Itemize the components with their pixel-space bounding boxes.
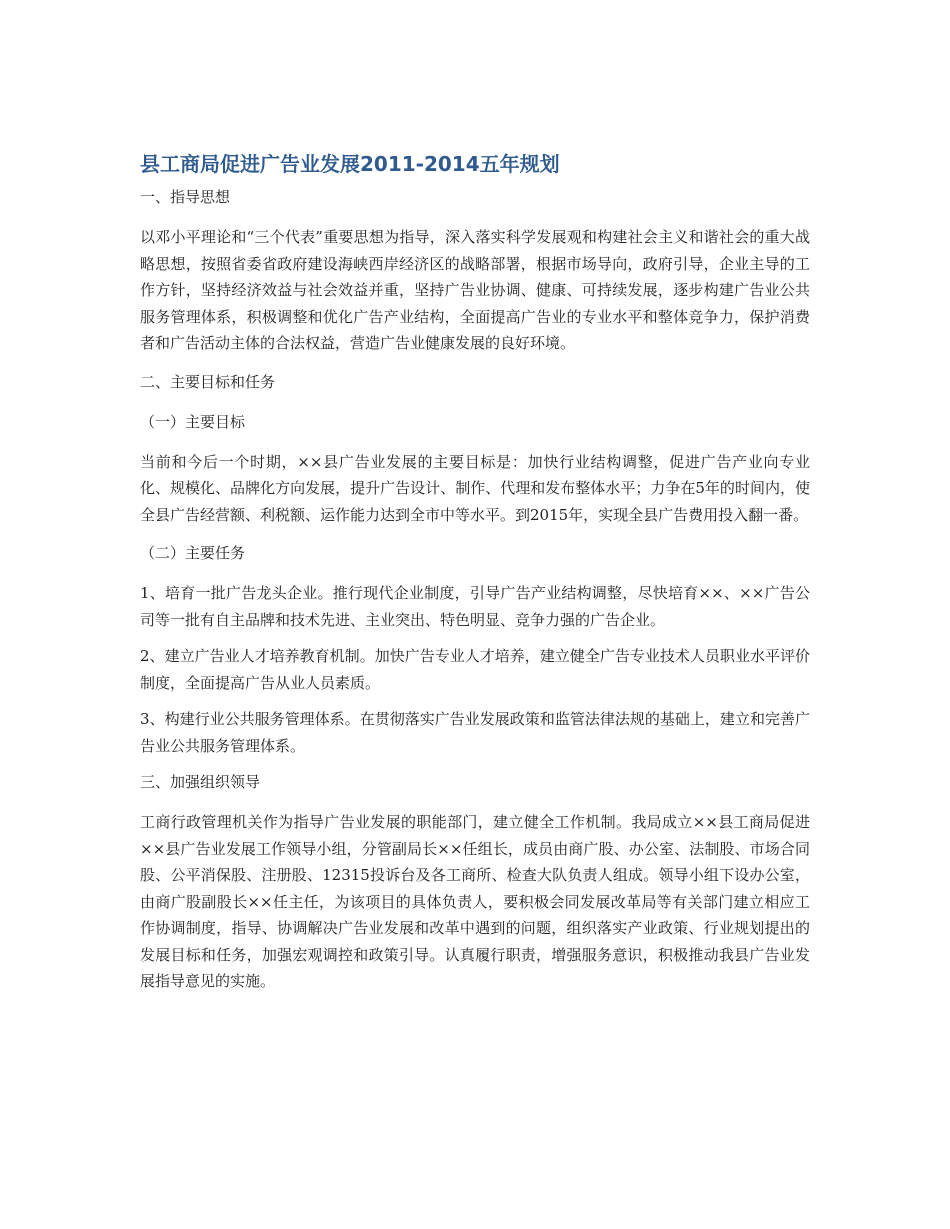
section-heading-guiding-ideology: 一、指导思想	[140, 188, 231, 206]
paragraph-task-3: 3、构建行业公共服务管理体系。在贯彻落实广告业发展政策和监管法律法规的基础上，建立和完善广告业公共服务管理体系。	[140, 710, 810, 755]
subsection-heading-main-goals: （一）主要目标	[140, 412, 246, 431]
document-page	[140, 150, 810, 1007]
document-title: 县工商局促进广告业发展2011-2014五年规划	[140, 152, 560, 176]
paragraph-guiding-ideology: 以邓小平理论和“三个代表”重要思想为指导，深入落实科学发展观和构建社会主义和谐社会的重大战略思想，按照省委省政府建设海峡西岸经济区的战略部署，根据市场导向，政府引导，企业主导的工作方针，坚持经济效益与社会效益并重，坚持广告业协调、健康、可持续发展，逐步构建广告业公共服务管理体系，积极调整和优化广告产业结构，全面提高广告业的专业水平和整体竞争力，保护消费者和广告活动主体的合法权益，营造广告业健康发展的良好环境。	[140, 228, 810, 352]
paragraph-task-1: 1、培育一批广告龙头企业。推行现代企业制度，引导广告产业结构调整，尽快培育××、××广告公司等一批有自主品牌和技术先进、主业突出、特色明显、竞争力强的广告企业。	[140, 584, 810, 629]
paragraph-main-goals: 当前和今后一个时期，××县广告业发展的主要目标是：加快行业结构调整，促进广告产业向专业化、规模化、品牌化方向发展，提升广告设计、制作、代理和发布整体水平；力争在5年的时间内，使全县广告经营额、利税额、运作能力达到全市中等水平。到2015年，实现全县广告费用投入翻一番。	[140, 452, 810, 524]
subsection-heading-main-tasks: （二）主要任务	[140, 544, 246, 562]
section-heading-goals-and-tasks: 二、主要目标和任务	[140, 372, 276, 391]
paragraph-task-2: 2、建立广告业人才培养教育机制。加快广告专业人才培养，建立健全广告专业技术人员职业水平评价制度，全面提高广告从业人员素质。	[140, 647, 810, 692]
section-heading-leadership: 三、加强组织领导	[140, 773, 261, 791]
paragraph-leadership: 工商行政管理机关作为指导广告业发展的职能部门，建立健全工作机制。我局成立××县工商局促进××县广告业发展工作领导小组，分管副局长××任组长，成员由商广股、办公室、法制股、市场合同股、公平消保股、注册股、12315投诉台及各工商所、检查大队负责人组成。领导小组下设办公室，由商广股副股长××任主任，为该项目的具体负责人，要积极会同发展改革局等有关部门建立相应工作协调制度，指导、协调解决广告业发展和改革中遇到的问题，组织落实产业政策、行业规划提出的发展目标和任务，加强宏观调控和政策引导。认真履行职责，增强服务意识，积极推动我县广告业发展指导意见的实施。	[140, 813, 810, 990]
